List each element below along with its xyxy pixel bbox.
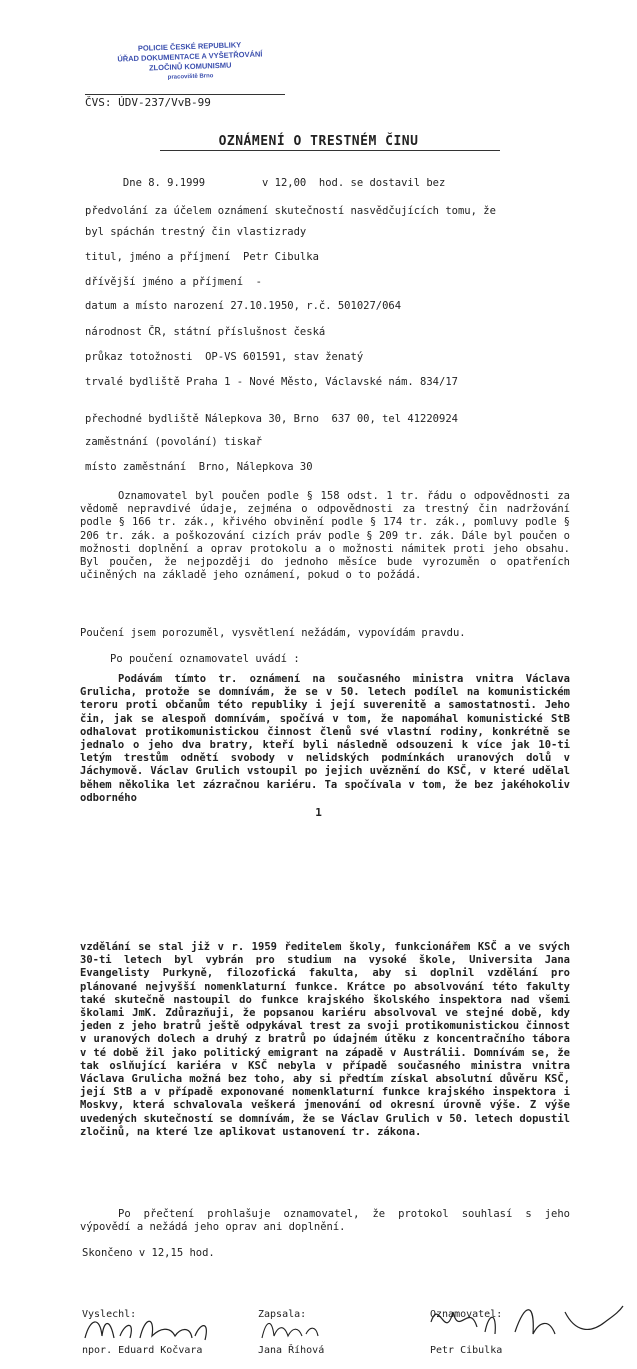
statement-paragraph-2: vzdělání se stal již v r. 1959 ředitelem školy, funkcionářem KSČ a ve svých 30-ti letech byl vybrán pro studium na vysoké škole, Universita Jana Evangelisty Purkyně, filozofická fakulta, aby si doplnil vzdělání pro plánované nejvyšší nomenklaturní funkce. Krátce po absolvování této fakulty také skutečně nastoupil do funkce krajského školského inspektora nad všemi školami JmK. Zdůrazňuji, že popsanou kariéru absolvoval ve stejné době, kdy jeden z jeho bratrů ještě odpykával trest za svoji protikomunistickou činnost v uranových dolech a druhý z bratrů po údajném útěku z koncentračního tábora v té době žil jako politický emigrant na západě v Austrálii. Domnívám se, že tak oslňující kariéra v KSČ nebyla v případě současného ministra vnitra Václava Grulicha možná bez toho, aby si předtím získal absolutní důvěru KSČ, její StB a v případě exponované nomenklaturní funkce krajského inspektora i Moskvy, která schvalovala veškerá jmenování od okresní úrovně výše. Z výše uvedených skutečností se domnívám, že se Václav Grulich v 50. letech dopustil zločinů, na které lze aplikovat ustanovení tr. zákona.	[80, 941, 570, 1138]
field-name: titul, jméno a příjmení Petr Cibulka	[85, 251, 319, 263]
stamp-line: pracoviště Brno	[167, 73, 214, 81]
signature-role: Oznamovatel:	[430, 1309, 503, 1320]
signature-name: npor. Eduard Kočvara	[82, 1345, 203, 1356]
document-title: OZNÁMENÍ O TRESTNÉM ČINU	[218, 134, 419, 149]
statement-paragraph-1: Podávám tímto tr. oznámení na současného ministra vnitra Václava Grulicha, protože se domnívám, že se v 50. letech podílel na komunistickém teroru proti občanům této republiky i její suverenitě a samostatnosti. Jeho čin, jak se alespoň domnívám, spočívá v tom, že napomáhal komunistické StB odhalovat protikomunistickou činnost členů své vlastní rodiny, konkrétně se jednalo o jeho dva bratry, kteří byli následně odsouzeni k více jak 10-ti letým trestům odnětí svobody v nelidských podmínkách uranových dolů v Jáchymově. Václav Grulich vstoupil po jejich uvěznění do KSČ, v které udělal během několika let zázračnou kariéru. Ta spočívala v tom, že bez jakéhokoliv odborného	[80, 673, 570, 804]
ended-time: Skončeno v 12,15 hod.	[82, 1247, 215, 1259]
after-instruction-intro: Po poučení oznamovatel uvádí :	[110, 653, 300, 665]
handwritten-signature-investigator	[80, 1308, 230, 1348]
field-date: Dne 8. 9.1999 v 12,00 hod. se dostavil bez	[85, 177, 446, 189]
page-number: 1	[315, 806, 322, 819]
field-purpose: předvolání za účelem oznámení skutečností nasvědčujících tomu, že	[85, 205, 496, 217]
ref-underline	[85, 94, 285, 95]
handwritten-signature-notifier	[425, 1292, 625, 1352]
closing-paragraph: Po přečtení prohlašuje oznamovatel, že protokol souhlasí s jeho výpovědí a nežádá jeho oprav ani doplnění.	[80, 1208, 570, 1234]
title-underline	[160, 150, 500, 151]
stamp-line: ZLOČINŮ KOMUNISMU	[148, 60, 232, 73]
handwritten-signature-recorder	[258, 1308, 338, 1348]
signature-name: Jana Říhová	[258, 1345, 325, 1356]
signature-name: Petr Cibulka	[430, 1345, 503, 1356]
understood-statement: Poučení jsem porozuměl, vysvětlení nežádám, vypovídám pravdu.	[80, 627, 466, 639]
field-birth: datum a místo narození 27.10.1950, r.č. 501027/064	[85, 300, 402, 312]
stamp-line: ÚŘAD DOKUMENTACE A VYŠETŘOVÁNÍ	[117, 49, 263, 64]
field-workplace: místo zaměstnání Brno, Nálepkova 30	[85, 461, 313, 473]
field-crime: byl spáchán trestný čin vlastizrady	[85, 226, 307, 238]
field-temporary-address: přechodné bydliště Nálepkova 30, Brno 637 00, tel 41220924	[85, 413, 458, 425]
signature-role: Vyslechl:	[82, 1309, 137, 1320]
field-former-name: dřívější jméno a příjmení -	[85, 276, 263, 288]
field-nationality: národnost ČR, státní příslušnost česká	[85, 326, 326, 338]
instruction-paragraph: Oznamovatel byl poučen podle § 158 odst. 1 tr. řádu o odpovědnosti za vědomě nepravdivé údaje, zejména o odpovědnosti za trestný čin nadržování podle § 166 tr. zák., křivého obvinění podle § 174 tr. zák., pomluvy podle § 206 tr. zák. a poškozování cizích práv podle § 209 tr. zák. Dále byl poučen o možnosti doplnění a oprav protokolu a o možnosti námitek proti jeho obsahu. Byl poučen, že nejpozději do jednoho měsíce bude vyrozuměn o opatřeních učiněných na základě jeho oznámení, pokud o to požádá.	[80, 490, 570, 582]
signature-role: Zapsala:	[258, 1309, 307, 1320]
stamp-line: POLICIE ČESKÉ REPUBLIKY	[137, 40, 242, 53]
field-occupation: zaměstnání (povolání) tiskař	[85, 436, 263, 448]
reference-number: ČVS: ÚDV-237/VvB-99	[85, 96, 211, 109]
field-id-card: průkaz totožnosti OP-VS 601591, stav ženatý	[85, 351, 364, 363]
field-permanent-address: trvalé bydliště Praha 1 - Nové Město, Václavské nám. 834/17	[85, 376, 458, 388]
